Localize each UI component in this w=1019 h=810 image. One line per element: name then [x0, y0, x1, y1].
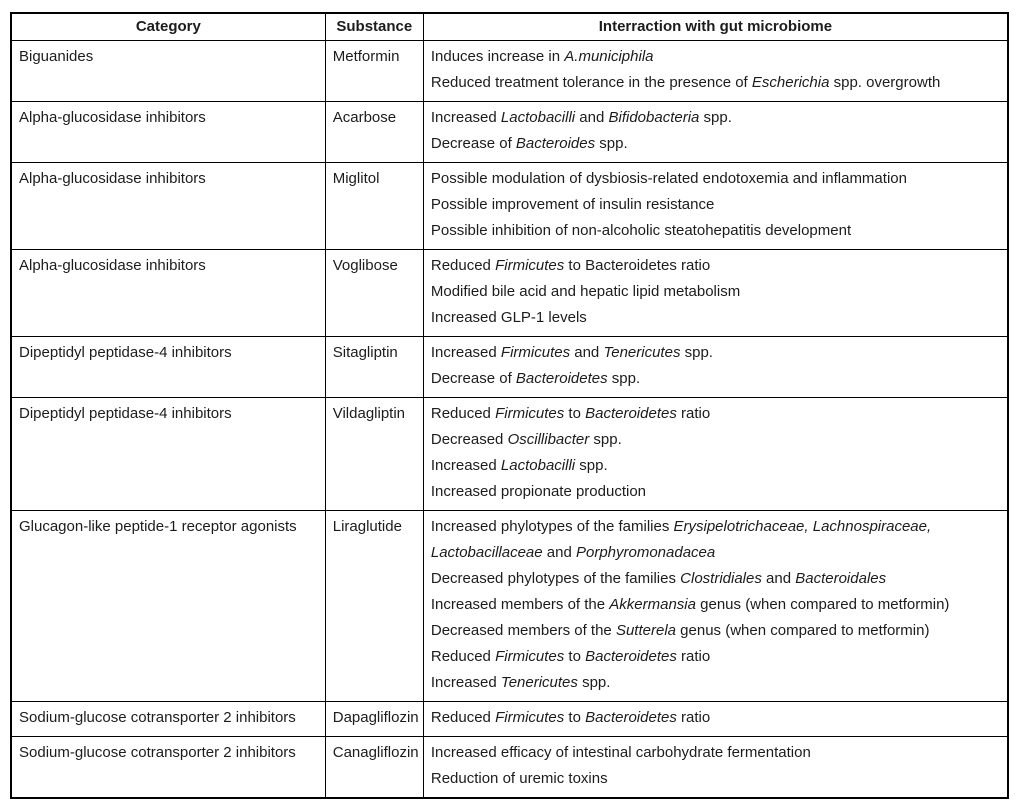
- header-row: [11, 13, 1008, 41]
- text-segment: Increased members of the: [430, 596, 610, 613]
- substance-cell: [325, 102, 423, 163]
- interaction-line: [431, 427, 1000, 453]
- text-segment: Decreased members of the: [430, 622, 616, 639]
- text-segment: Reduced: [430, 648, 496, 665]
- interaction-line: [431, 592, 1000, 618]
- substance-text: Metformin: [332, 48, 400, 65]
- interactions-cell: [423, 398, 1008, 511]
- interaction-line: [431, 131, 1000, 157]
- text-segment: spp.: [595, 135, 628, 152]
- interaction-line: [431, 453, 1000, 479]
- substance-cell: [325, 702, 423, 737]
- interaction-line: [431, 192, 1000, 218]
- interactions-cell: [423, 102, 1008, 163]
- table-row: [11, 737, 1008, 799]
- text-segment: and: [575, 109, 609, 126]
- text-segment: Reduced treatment tolerance in the presence of: [430, 74, 752, 91]
- category-cell: [11, 511, 325, 702]
- interaction-line: [431, 644, 1000, 670]
- taxon-name-italic: Bacteroides: [515, 135, 596, 152]
- category-cell: [11, 737, 325, 799]
- text-segment: Increased: [430, 109, 501, 126]
- category-text: Glucagon-like peptide-1 receptor agonists: [19, 518, 297, 535]
- text-segment: genus (when compared to metformin): [676, 622, 930, 639]
- text-segment: spp.: [577, 674, 611, 691]
- text-segment: ratio: [676, 648, 711, 665]
- category-cell: [11, 163, 325, 250]
- table-row: [11, 41, 1008, 102]
- interactions-cell: [423, 250, 1008, 337]
- table-row: [11, 163, 1008, 250]
- taxon-name-italic: Lactobacilli: [500, 457, 576, 474]
- substance-cell: [325, 163, 423, 250]
- interaction-line: [431, 218, 1000, 244]
- interactions-cell: [423, 737, 1008, 799]
- interaction-line: [431, 479, 1000, 505]
- substance-text: Dapagliflozin: [332, 709, 419, 726]
- taxon-name-italic: Porphyromonadacea: [575, 544, 716, 561]
- text-segment: Reduced: [430, 257, 496, 274]
- text-segment: spp.: [680, 344, 713, 361]
- text-segment: ratio: [676, 709, 711, 726]
- interaction-line: [431, 566, 1000, 592]
- table-row: [11, 511, 1008, 702]
- interaction-line: [431, 305, 1000, 331]
- category-text: Dipeptidyl peptidase-4 inhibitors: [19, 405, 232, 422]
- text-segment: spp.: [589, 431, 622, 448]
- substance-text: Sitagliptin: [332, 344, 398, 361]
- taxon-name-italic: Lactobacilli: [500, 109, 576, 126]
- interaction-line: [431, 618, 1000, 644]
- gut-microbiome-interactions-table: [10, 12, 1009, 799]
- taxon-name-italic: Tenericutes: [603, 344, 681, 361]
- text-segment: Possible inhibition of non-alcoholic steatohepatitis development: [430, 222, 852, 239]
- substance-text: Acarbose: [332, 109, 397, 126]
- table-body: [11, 41, 1008, 799]
- category-text: Alpha-glucosidase inhibitors: [19, 257, 206, 274]
- text-segment: Increased: [430, 344, 501, 361]
- substance-cell: [325, 250, 423, 337]
- category-text: Biguanides: [19, 48, 94, 65]
- text-segment: Reduced: [430, 709, 496, 726]
- interaction-line: [431, 366, 1000, 392]
- interaction-line: [431, 670, 1000, 696]
- text-segment: to: [564, 405, 586, 422]
- substance-cell: [325, 337, 423, 398]
- interactions-cell: [423, 41, 1008, 102]
- interaction-line: [431, 740, 1000, 766]
- text-segment: spp.: [699, 109, 732, 126]
- interaction-line: [431, 705, 1000, 731]
- header-substance: Substance: [325, 13, 423, 41]
- substance-text: Miglitol: [332, 170, 380, 187]
- category-text: Sodium-glucose cotransporter 2 inhibitors: [19, 709, 296, 726]
- text-segment: and: [542, 544, 576, 561]
- interactions-cell: [423, 163, 1008, 250]
- interaction-line: [431, 766, 1000, 792]
- text-segment: to Bacteroidetes ratio: [564, 257, 711, 274]
- table-row: [11, 337, 1008, 398]
- taxon-name-italic: Bacteroidetes: [585, 648, 677, 665]
- taxon-name-italic: Oscillibacter: [507, 431, 590, 448]
- category-cell: [11, 398, 325, 511]
- text-segment: to: [564, 709, 586, 726]
- taxon-name-italic: Tenericutes: [500, 674, 578, 691]
- taxon-name-italic: Firmicutes: [495, 648, 565, 665]
- text-segment: Reduced: [430, 405, 496, 422]
- text-segment: Increased GLP-1 levels: [430, 309, 587, 326]
- text-segment: to: [564, 648, 586, 665]
- text-segment: ratio: [676, 405, 711, 422]
- taxon-name-italic: Sutterela: [615, 622, 676, 639]
- taxon-name-italic: Akkermansia: [609, 596, 696, 613]
- text-segment: Reduction of uremic toxins: [430, 770, 608, 787]
- table-row: [11, 398, 1008, 511]
- category-cell: [11, 337, 325, 398]
- text-segment: Modified bile acid and hepatic lipid metabolism: [430, 283, 741, 300]
- header-category: Category: [11, 13, 325, 41]
- substance-text: Vildagliptin: [332, 405, 406, 422]
- taxon-name-italic: Bacteroidetes: [585, 709, 677, 726]
- interaction-line: [431, 70, 1000, 96]
- interaction-line: [431, 279, 1000, 305]
- interactions-cell: [423, 702, 1008, 737]
- taxon-name-italic: Bacteroidales: [795, 570, 887, 587]
- text-segment: genus (when compared to metformin): [695, 596, 950, 613]
- text-segment: spp.: [575, 457, 608, 474]
- text-segment: Increased: [430, 674, 501, 691]
- text-segment: Decreased: [430, 431, 508, 448]
- text-segment: Increased: [430, 457, 501, 474]
- category-cell: [11, 250, 325, 337]
- taxon-name-italic: Bifidobacteria: [608, 109, 700, 126]
- text-segment: Decreased phylotypes of the families: [430, 570, 681, 587]
- interaction-line: [431, 401, 1000, 427]
- substance-cell: [325, 737, 423, 799]
- text-segment: spp.: [607, 370, 641, 387]
- substance-text: Canagliflozin: [332, 744, 419, 761]
- category-cell: [11, 41, 325, 102]
- text-segment: Decrease of: [430, 370, 516, 387]
- taxon-name-italic: Firmicutes: [495, 257, 565, 274]
- text-segment: Possible modulation of dysbiosis-related endotoxemia and inflammation: [430, 170, 907, 187]
- text-segment: and: [761, 570, 796, 587]
- table-row: [11, 702, 1008, 737]
- interaction-line: [431, 44, 1000, 70]
- category-text: Dipeptidyl peptidase-4 inhibitors: [19, 344, 232, 361]
- text-segment: Possible improvement of insulin resistance: [430, 196, 715, 213]
- taxon-name-italic: Firmicutes: [495, 405, 565, 422]
- text-segment: Increased propionate production: [430, 483, 647, 500]
- taxon-name-italic: Bacteroidetes: [585, 405, 677, 422]
- substance-cell: [325, 41, 423, 102]
- text-segment: Decrease of: [430, 135, 516, 152]
- text-segment: Induces increase in: [430, 48, 565, 65]
- substance-text: Voglibose: [332, 257, 398, 274]
- taxon-name-italic: Erysipelotrichaceae, Lachnospiraceae, Lactobacillaceae: [430, 518, 932, 561]
- taxon-name-italic: Clostridiales: [680, 570, 762, 587]
- interaction-line: [431, 166, 1000, 192]
- category-cell: [11, 102, 325, 163]
- interaction-line: [431, 514, 1000, 566]
- text-segment: and: [570, 344, 604, 361]
- table-row: [11, 250, 1008, 337]
- substance-cell: [325, 398, 423, 511]
- header-interaction: Interraction with gut microbiome: [423, 13, 1008, 41]
- substance-text: Liraglutide: [332, 518, 402, 535]
- text-segment: Increased phylotypes of the families: [430, 518, 674, 535]
- interaction-line: [431, 105, 1000, 131]
- category-text: Alpha-glucosidase inhibitors: [19, 109, 206, 126]
- table-header: [11, 13, 1008, 41]
- category-text: Sodium-glucose cotransporter 2 inhibitors: [19, 744, 296, 761]
- interaction-line: [431, 253, 1000, 279]
- text-segment: spp. overgrowth: [829, 74, 941, 91]
- taxon-name-italic: Bacteroidetes: [515, 370, 608, 387]
- category-text: Alpha-glucosidase inhibitors: [19, 170, 206, 187]
- text-segment: Increased efficacy of intestinal carbohydrate fermentation: [430, 744, 811, 761]
- taxon-name-italic: Escherichia: [751, 74, 830, 91]
- taxon-name-italic: Firmicutes: [495, 709, 565, 726]
- taxon-name-italic: A.municiphila: [564, 48, 654, 65]
- interaction-line: [431, 340, 1000, 366]
- interactions-cell: [423, 337, 1008, 398]
- category-cell: [11, 702, 325, 737]
- table-row: [11, 102, 1008, 163]
- taxon-name-italic: Firmicutes: [500, 344, 571, 361]
- interactions-cell: [423, 511, 1008, 702]
- substance-cell: [325, 511, 423, 702]
